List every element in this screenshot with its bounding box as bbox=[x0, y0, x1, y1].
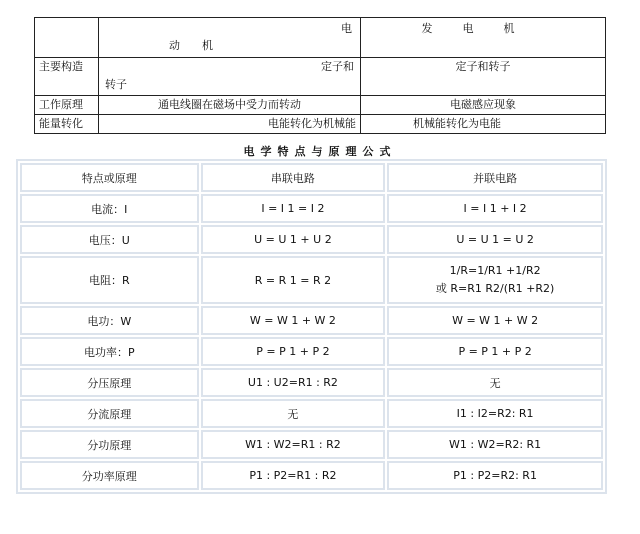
table-row bbox=[20, 306, 603, 335]
header-empty-cell bbox=[35, 18, 99, 58]
motor-line1: 定子和 bbox=[321, 60, 354, 73]
generator-cell: 机械能转化为电能 bbox=[361, 115, 606, 134]
table-row bbox=[35, 115, 606, 134]
table-row bbox=[20, 430, 603, 459]
motor-cell bbox=[99, 58, 361, 96]
table-row bbox=[20, 368, 603, 397]
column-header: 并联电路 bbox=[387, 163, 603, 192]
parallel-formula: I = I 1 + I 2 bbox=[387, 194, 603, 223]
parallel-formula-line1: 1/R=1/R1 +1/R2 bbox=[449, 264, 541, 277]
row-label: 电功：W bbox=[20, 306, 199, 335]
series-formula: P1 : P2=R1 : R2 bbox=[201, 461, 386, 490]
table-row bbox=[20, 461, 603, 490]
parallel-formula: W1 : W2=R2: R1 bbox=[387, 430, 603, 459]
column-header: 特点或原理 bbox=[20, 163, 199, 192]
parallel-formula: P = P 1 + P 2 bbox=[387, 337, 603, 366]
header-generator-cell: 发电机 bbox=[361, 18, 606, 58]
row-label: 电阻：R bbox=[20, 256, 199, 304]
parallel-formula: P1 : P2=R2: R1 bbox=[387, 461, 603, 490]
row-label: 能量转化 bbox=[35, 115, 99, 134]
series-formula: P = P 1 + P 2 bbox=[201, 337, 386, 366]
row-label: 主要构造 bbox=[35, 58, 99, 96]
table-row bbox=[35, 58, 606, 96]
series-formula: W = W 1 + W 2 bbox=[201, 306, 386, 335]
row-label: 电流：I bbox=[20, 194, 199, 223]
series-formula: W1 : W2=R1 : R2 bbox=[201, 430, 386, 459]
row-label: 电功率：P bbox=[20, 337, 199, 366]
series-formula: R = R 1 = R 2 bbox=[201, 256, 386, 304]
parallel-formula bbox=[387, 256, 603, 304]
row-label: 工作原理 bbox=[35, 96, 99, 115]
motor-generator-table bbox=[34, 17, 606, 134]
header-motor-cell bbox=[99, 18, 361, 58]
table-row bbox=[20, 399, 603, 428]
parallel-formula-line2: 或 R=R1 R2/(R1 +R2) bbox=[435, 282, 555, 295]
header-motor-line1: 电 bbox=[341, 22, 352, 35]
row-label: 电压：U bbox=[20, 225, 199, 254]
series-formula: I = I 1 = I 2 bbox=[201, 194, 386, 223]
column-header: 串联电路 bbox=[201, 163, 386, 192]
row-label: 分功原理 bbox=[20, 430, 199, 459]
section-title: 电学特点与原理公式 bbox=[243, 145, 397, 158]
header-motor-line2: 动机 bbox=[169, 39, 235, 52]
series-formula: U = U 1 + U 2 bbox=[201, 225, 386, 254]
table-row bbox=[20, 225, 603, 254]
parallel-formula: U = U 1 = U 2 bbox=[387, 225, 603, 254]
motor-cell: 通电线圈在磁场中受力而转动 bbox=[99, 96, 361, 115]
table-header-row bbox=[35, 18, 606, 58]
parallel-formula: W = W 1 + W 2 bbox=[387, 306, 603, 335]
table-row bbox=[20, 256, 603, 304]
motor-line2: 转子 bbox=[105, 78, 127, 91]
parallel-formula: 无 bbox=[387, 368, 603, 397]
table-header-row bbox=[20, 163, 603, 192]
row-label: 分功率原理 bbox=[20, 461, 199, 490]
formula-table bbox=[16, 159, 607, 494]
row-label: 分流原理 bbox=[20, 399, 199, 428]
series-formula: 无 bbox=[201, 399, 386, 428]
parallel-formula: I1 : I2=R2: R1 bbox=[387, 399, 603, 428]
table-row bbox=[20, 337, 603, 366]
table-row bbox=[35, 96, 606, 115]
table-row bbox=[20, 194, 603, 223]
series-formula: U1 : U2=R1 : R2 bbox=[201, 368, 386, 397]
generator-cell: 电磁感应现象 bbox=[361, 96, 606, 115]
row-label: 分压原理 bbox=[20, 368, 199, 397]
motor-cell: 电能转化为机械能 bbox=[99, 115, 361, 134]
generator-cell: 定子和转子 bbox=[361, 58, 606, 96]
